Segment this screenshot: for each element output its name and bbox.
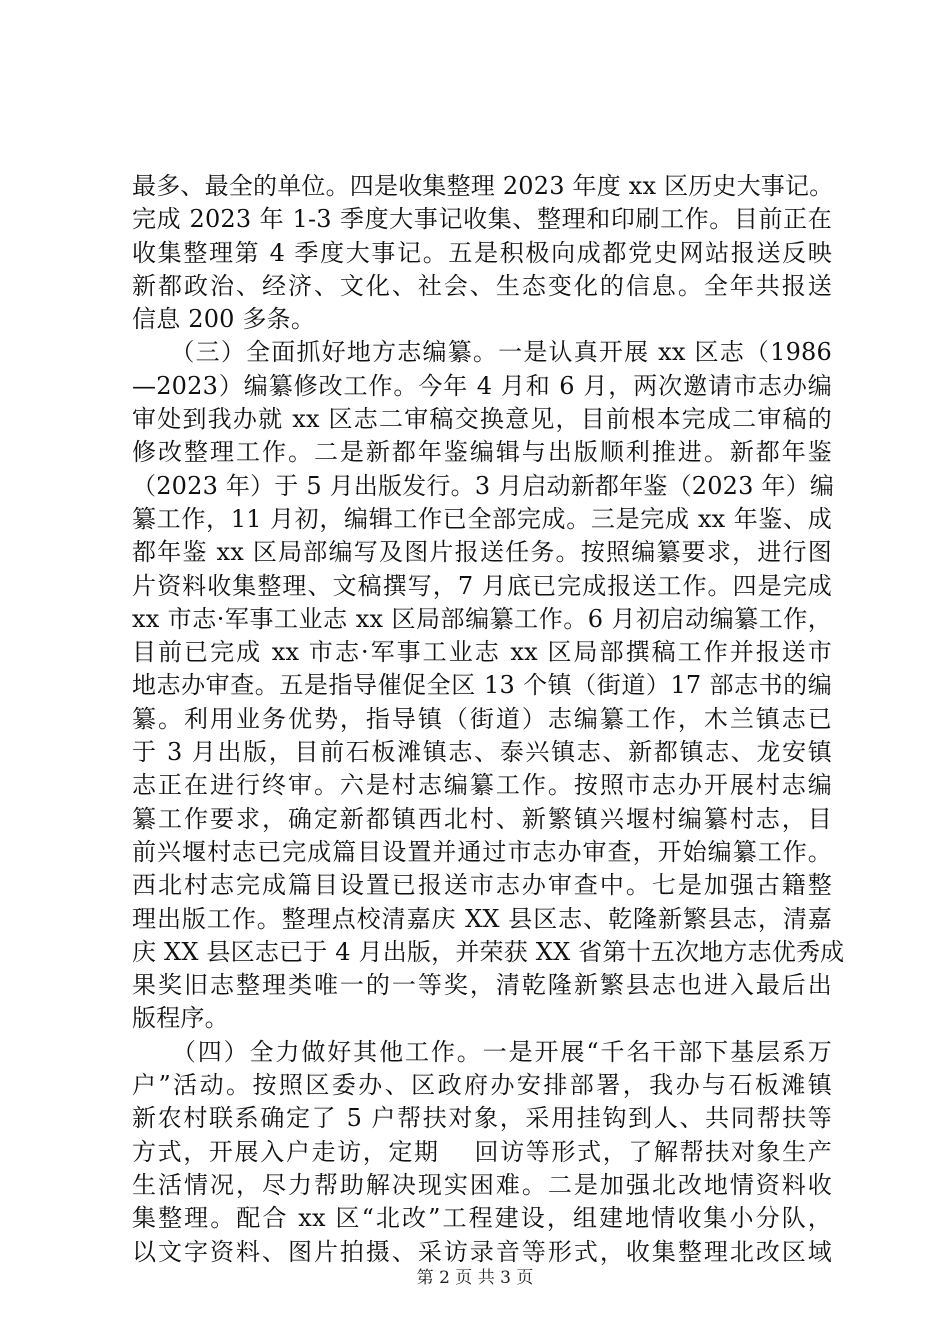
text-line: 目前已完成 xx 市志·军事工业志 xx 区局部撰稿工作并报送市 [132,638,832,667]
text-line: 以文字资料、图片拍摄、采访录音等形式，收集整理北改区域 [132,1237,832,1266]
text-line: 信息 200 多条。 [132,305,316,334]
text-line: 方式，开展入户走访，定期 回访等形式，了解帮扶对象生产 [132,1137,832,1166]
text-line: 最多、最全的单位。四是收集整理 2023 年度 xx 区历史大事记。 [132,172,834,200]
text-line: （2023 年）于 5 月出版发行。3 月启动新都年鉴（2023 年）编 [132,471,835,500]
text-line: 收集整理第 4 季度大事记。五是积极向成都党史网站报送反映 [132,238,832,267]
text-line: 审处到我办就 xx 区志二审稿交换意见，目前根本完成二审稿的 [132,405,832,434]
text-line: 纂工作，11 月初，编辑工作已全部完成。三是完成 xx 年鉴、成 [132,504,832,533]
text-line: 地志办审查。五是指导催促全区 13 个镇（街道）17 部志书的编 [132,671,832,700]
text-line: 都年鉴 xx 区局部编写及图片报送任务。按照编纂要求，进行图 [132,538,832,567]
text-line: xx 市志·军事工业志 xx 区局部编纂工作。6 月初启动编纂工作， [132,604,832,633]
text-line: —2023）编纂修改工作。今年 4 月和 6 月，两次邀请市志办编 [132,371,832,400]
text-line: 果奖旧志整理类唯一的一等奖，清乾隆新繁县志也进入最后出 [132,971,832,1000]
text-line: 完成 2023 年 1-3 季度大事记收集、整理和印刷工作。目前正在 [132,205,832,234]
text-line: 片资料收集整理、文稿撰写，7 月底已完成报送工作。四是完成 [132,571,832,600]
text-line: 理出版工作。整理点校清嘉庆 XX 县区志、乾隆新繁县志，清嘉 [132,904,832,933]
text-line: 新都政治、经济、文化、社会、生态变化的信息。全年共报送 [132,271,832,300]
page-footer: 第 2 页 共 3 页 [416,1268,534,1288]
text-line: 纂。利用业务优势，指导镇（街道）志编纂工作，木兰镇志已 [132,704,832,733]
text-line: 前兴堰村志已完成篇目设置并通过市志办审查，开始编纂工作。 [132,837,832,866]
text-line: 于 3 月出版，目前石板滩镇志、泰兴镇志、新都镇志、龙安镇 [132,738,832,767]
text-line: （四）全力做好其他工作。一是开展“千名干部下基层系万 [132,1037,832,1066]
text-line: 新农村联系确定了 5 户帮扶对象，采用挂钩到人、共同帮扶等 [132,1104,832,1133]
text-line: 修改整理工作。二是新都年鉴编辑与出版顺利推进。新都年鉴 [132,438,832,467]
text-line: 版程序。 [132,1004,229,1033]
text-line: 集整理。配合 xx 区“北改”工程建设，组建地情收集小分队， [132,1204,832,1233]
text-line: 户”活动。按照区委办、区政府办安排部署，我办与石板滩镇 [132,1071,832,1100]
text-line: 西北村志完成篇目设置已报送市志办审查中。七是加强古籍整 [132,871,832,900]
text-line: 纂工作要求，确定新都镇西北村、新繁镇兴堰村编纂村志，目 [132,804,832,833]
text-line: 志正在进行终审。六是村志编纂工作。按照市志办开展村志编 [132,771,832,800]
text-line: （三）全面抓好地方志编纂。一是认真开展 xx 区志（1986 [132,338,832,367]
body-text [132,170,845,1269]
text-line: 生活情况，尽力帮助解决现实困难。二是加强北改地情资料收 [132,1170,832,1199]
text-line: 庆 XX 县区志已于 4 月出版，并荣获 XX 省第十五次地方志优秀成 [132,937,845,966]
